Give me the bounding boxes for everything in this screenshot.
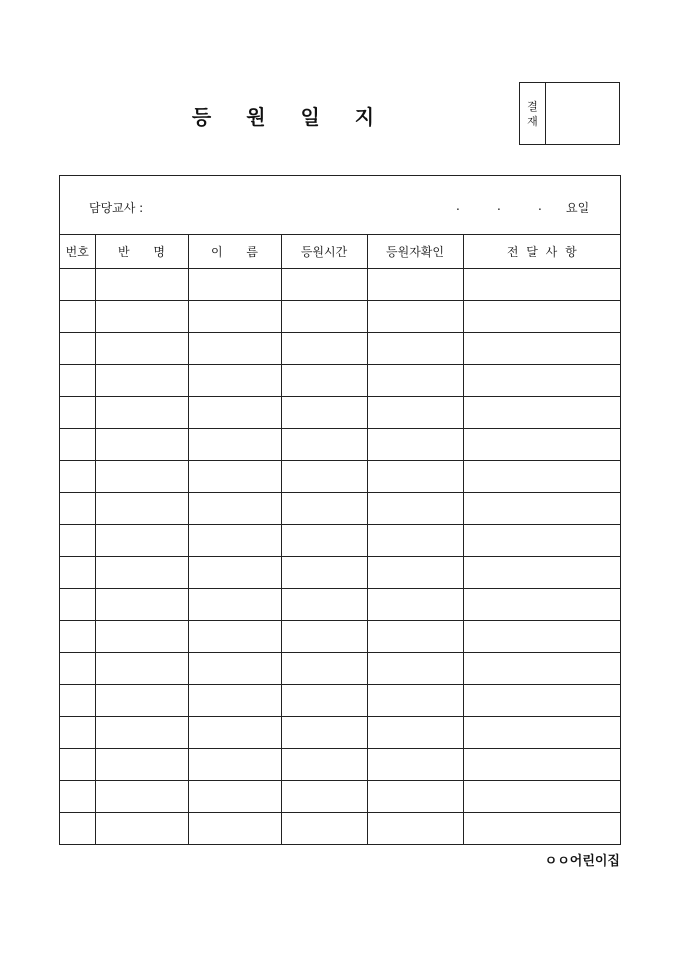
cell-arrival-time[interactable]	[281, 749, 367, 781]
cell-name[interactable]	[188, 781, 281, 813]
cell-class[interactable]	[95, 301, 188, 333]
cell-arrival-check[interactable]	[367, 717, 463, 749]
cell-notes[interactable]	[463, 461, 620, 493]
cell-number[interactable]	[60, 589, 95, 621]
cell-arrival-time[interactable]	[281, 525, 367, 557]
date-dot-day: .	[538, 199, 542, 213]
cell-class[interactable]	[95, 429, 188, 461]
table-row	[60, 749, 620, 781]
table-row	[60, 589, 620, 621]
table-row	[60, 525, 620, 557]
cell-number[interactable]	[60, 525, 95, 557]
header-notes: 전 달 사 항	[463, 234, 620, 269]
approval-label-line2: 재	[527, 114, 538, 128]
cell-class[interactable]	[95, 557, 188, 589]
cell-class[interactable]	[95, 813, 188, 845]
table-row	[60, 781, 620, 813]
cell-class[interactable]	[95, 589, 188, 621]
table-row	[60, 557, 620, 589]
cell-name[interactable]	[188, 397, 281, 429]
cell-notes[interactable]	[463, 429, 620, 461]
table-row	[60, 269, 620, 301]
cell-arrival-check[interactable]	[367, 461, 463, 493]
cell-number[interactable]	[60, 333, 95, 365]
cell-arrival-time[interactable]	[281, 301, 367, 333]
cell-arrival-check[interactable]	[367, 301, 463, 333]
cell-notes[interactable]	[463, 525, 620, 557]
table-header-row	[60, 234, 620, 269]
cell-notes[interactable]	[463, 493, 620, 525]
cell-number[interactable]	[60, 493, 95, 525]
cell-arrival-time[interactable]	[281, 557, 367, 589]
cell-notes[interactable]	[463, 557, 620, 589]
cell-arrival-time[interactable]	[281, 781, 367, 813]
cell-notes[interactable]	[463, 301, 620, 333]
cell-name[interactable]	[188, 493, 281, 525]
cell-arrival-time[interactable]	[281, 621, 367, 653]
cell-arrival-check[interactable]	[367, 589, 463, 621]
cell-notes[interactable]	[463, 365, 620, 397]
table-row	[60, 365, 620, 397]
table-row	[60, 429, 620, 461]
cell-notes[interactable]	[463, 685, 620, 717]
approval-label	[520, 83, 546, 144]
header-class: 반 명	[95, 234, 188, 269]
cell-arrival-time[interactable]	[281, 269, 367, 301]
cell-arrival-time[interactable]	[281, 653, 367, 685]
cell-name[interactable]	[188, 333, 281, 365]
approval-label-line1: 결	[527, 99, 538, 113]
cell-arrival-check[interactable]	[367, 685, 463, 717]
cell-arrival-time[interactable]	[281, 589, 367, 621]
date-dot-year: .	[456, 199, 460, 213]
cell-arrival-time[interactable]	[281, 429, 367, 461]
daycare-name: ㅇㅇ어린이집	[544, 854, 620, 869]
cell-class[interactable]	[95, 717, 188, 749]
cell-arrival-check[interactable]	[367, 429, 463, 461]
cell-arrival-check[interactable]	[367, 749, 463, 781]
cell-class[interactable]	[95, 525, 188, 557]
header-arrival-time: 등원시간	[281, 234, 367, 269]
cell-notes[interactable]	[463, 589, 620, 621]
cell-arrival-time[interactable]	[281, 685, 367, 717]
cell-arrival-check[interactable]	[367, 525, 463, 557]
table-row	[60, 461, 620, 493]
cell-number[interactable]	[60, 397, 95, 429]
page-title: 등 원 일 지	[191, 105, 389, 129]
cell-notes[interactable]	[463, 269, 620, 301]
cell-number[interactable]	[60, 653, 95, 685]
cell-number[interactable]	[60, 301, 95, 333]
attendance-table	[60, 234, 620, 844]
cell-arrival-check[interactable]	[367, 557, 463, 589]
cell-arrival-check[interactable]	[367, 621, 463, 653]
table-row	[60, 621, 620, 653]
cell-name[interactable]	[188, 557, 281, 589]
cell-arrival-time[interactable]	[281, 493, 367, 525]
info-row	[60, 176, 620, 235]
cell-class[interactable]	[95, 621, 188, 653]
cell-class[interactable]	[95, 333, 188, 365]
header-name: 이 름	[188, 234, 281, 269]
cell-arrival-time[interactable]	[281, 397, 367, 429]
date-dot-month: .	[497, 199, 501, 213]
table-row	[60, 397, 620, 429]
cell-name[interactable]	[188, 365, 281, 397]
cell-arrival-check[interactable]	[367, 781, 463, 813]
header-number: 번호	[60, 234, 95, 269]
cell-number[interactable]	[60, 429, 95, 461]
cell-notes[interactable]	[463, 749, 620, 781]
cell-arrival-check[interactable]	[367, 333, 463, 365]
table-row	[60, 813, 620, 845]
cell-name[interactable]	[188, 749, 281, 781]
cell-name[interactable]	[188, 429, 281, 461]
cell-notes[interactable]	[463, 653, 620, 685]
cell-number[interactable]	[60, 749, 95, 781]
cell-class[interactable]	[95, 685, 188, 717]
cell-name[interactable]	[188, 621, 281, 653]
cell-name[interactable]	[188, 525, 281, 557]
cell-name[interactable]	[188, 301, 281, 333]
cell-arrival-check[interactable]	[367, 813, 463, 845]
cell-notes[interactable]	[463, 397, 620, 429]
cell-arrival-time[interactable]	[281, 717, 367, 749]
cell-name[interactable]	[188, 685, 281, 717]
cell-number[interactable]	[60, 461, 95, 493]
cell-number[interactable]	[60, 269, 95, 301]
table-row	[60, 685, 620, 717]
table-row	[60, 301, 620, 333]
attendance-sheet	[59, 175, 621, 845]
weekday-label: 요일	[566, 201, 590, 215]
cell-notes[interactable]	[463, 333, 620, 365]
cell-arrival-check[interactable]	[367, 653, 463, 685]
approval-box	[519, 82, 620, 145]
cell-arrival-time[interactable]	[281, 365, 367, 397]
cell-arrival-check[interactable]	[367, 269, 463, 301]
cell-arrival-time[interactable]	[281, 333, 367, 365]
header-arrival-check: 등원자확인	[367, 234, 463, 269]
cell-notes[interactable]	[463, 813, 620, 845]
cell-class[interactable]	[95, 461, 188, 493]
cell-name[interactable]	[188, 653, 281, 685]
cell-number[interactable]	[60, 365, 95, 397]
cell-arrival-check[interactable]	[367, 365, 463, 397]
table-row	[60, 333, 620, 365]
cell-arrival-time[interactable]	[281, 461, 367, 493]
cell-class[interactable]	[95, 781, 188, 813]
cell-notes[interactable]	[463, 621, 620, 653]
cell-number[interactable]	[60, 557, 95, 589]
cell-number[interactable]	[60, 717, 95, 749]
cell-name[interactable]	[188, 717, 281, 749]
cell-number[interactable]	[60, 781, 95, 813]
cell-class[interactable]	[95, 749, 188, 781]
cell-class[interactable]	[95, 397, 188, 429]
cell-number[interactable]	[60, 813, 95, 845]
cell-name[interactable]	[188, 813, 281, 845]
cell-class[interactable]	[95, 365, 188, 397]
cell-notes[interactable]	[463, 781, 620, 813]
cell-number[interactable]	[60, 685, 95, 717]
cell-class[interactable]	[95, 269, 188, 301]
cell-number[interactable]	[60, 621, 95, 653]
cell-name[interactable]	[188, 269, 281, 301]
teacher-label: 담당교사 :	[89, 201, 144, 215]
cell-notes[interactable]	[463, 717, 620, 749]
cell-class[interactable]	[95, 653, 188, 685]
table-row	[60, 653, 620, 685]
approval-signature-area[interactable]	[546, 83, 619, 144]
cell-arrival-time[interactable]	[281, 813, 367, 845]
cell-arrival-check[interactable]	[367, 493, 463, 525]
cell-name[interactable]	[188, 589, 281, 621]
cell-name[interactable]	[188, 461, 281, 493]
cell-class[interactable]	[95, 493, 188, 525]
table-row	[60, 717, 620, 749]
cell-arrival-check[interactable]	[367, 397, 463, 429]
table-row	[60, 493, 620, 525]
